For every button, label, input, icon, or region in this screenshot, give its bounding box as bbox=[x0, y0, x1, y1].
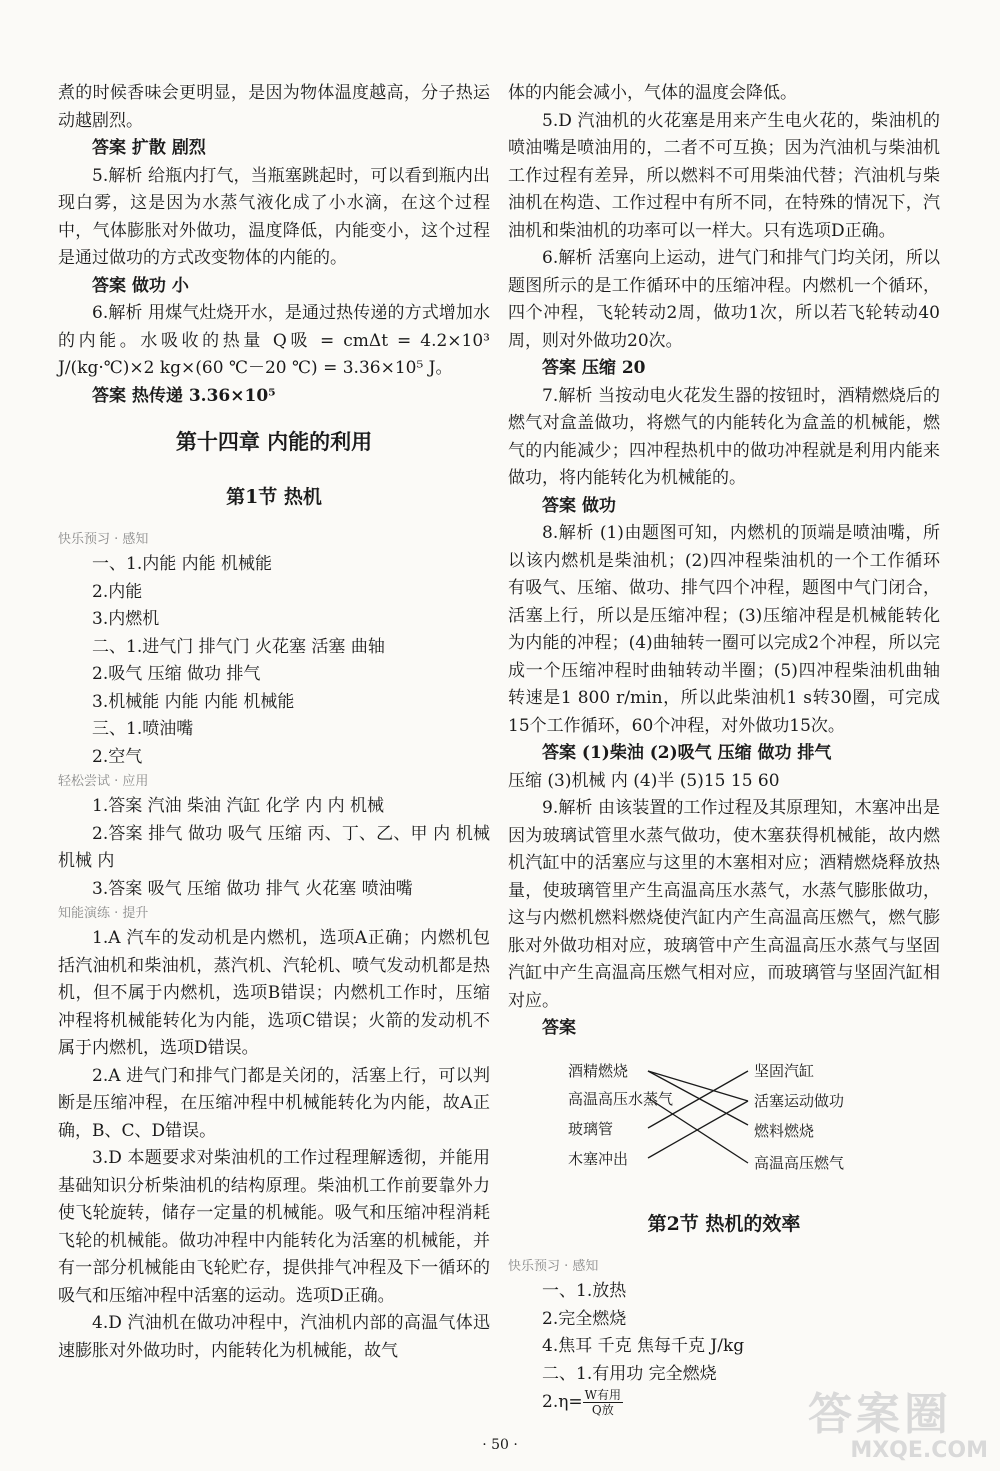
answer-item: 2.空气 bbox=[92, 746, 143, 767]
diagram-right-item: 活塞运动做功 bbox=[754, 1091, 845, 1110]
left-column bbox=[58, 80, 490, 1365]
answer-item: 一、1.放热 bbox=[542, 1281, 627, 1301]
answer-line: 答案 扩散 剧烈 bbox=[92, 138, 206, 158]
answer-item: 二、1.进气门 排气门 火花塞 活塞 曲轴 bbox=[92, 636, 385, 657]
watermark-logo bbox=[808, 1391, 988, 1463]
answer-item: 2.答案 排气 做功 吸气 压缩 丙、丁、乙、甲 内 机械 机械 内 bbox=[58, 823, 490, 871]
page-number: · 50 · bbox=[482, 1437, 518, 1453]
section-label: 快乐预习 · 感知 bbox=[58, 532, 149, 547]
formula-numerator: W有用 bbox=[584, 1388, 621, 1402]
solution-item: 1.A 汽车的发动机是内燃机，选项A正确；内燃机包括汽油机和柴油机，蒸汽机、汽轮机、喷气发动机都是热机，但不属于内燃机，选项B错误；内燃机工作时，压缩冲程将机械能转化为内能，选项C错误；火箭的发动机不属于内燃机，选项D错误。 bbox=[58, 928, 490, 1058]
diagram-right-item: 高温高压燃气 bbox=[754, 1153, 845, 1172]
solution-item: 2.A 进气门和排气门都是关闭的，活塞上行，可以判断是压缩冲程，在压缩冲程中机械能转化为内能，故A正确，B、C、D错误。 bbox=[58, 1065, 490, 1141]
answer-item: 2.吸气 压缩 做功 排气 bbox=[92, 664, 261, 684]
answer-item: 二、1.有用功 完全燃烧 bbox=[542, 1363, 717, 1384]
answer-item: 一、1.内能 内能 机械能 bbox=[92, 554, 273, 574]
right-column bbox=[508, 80, 940, 1417]
answer-line: 压缩 (3)机械 内 (4)半 (5)15 15 60 bbox=[508, 770, 780, 791]
text-paragraph: 体的内能会减小，气体的温度会降低。 bbox=[508, 83, 797, 103]
answer-item: 1.答案 汽油 柴油 汽缸 化学 内 内 机械 bbox=[92, 796, 385, 816]
section-label: 知能演练 · 提升 bbox=[58, 906, 149, 921]
answer-item: 3.机械能 内能 内能 机械能 bbox=[92, 691, 295, 712]
section-title: 第2节 热机的效率 bbox=[647, 1212, 801, 1235]
solution-6: 6.解析 用煤气灶烧开水，是通过热传递的方式增加水的内能。水吸收的热量 Q吸 = cmΔt = 4.2×10³ J/(kg·℃)×2 kg×(60 ℃－20 ℃) = 3.36×10⁵ J。 bbox=[58, 303, 490, 378]
diagram-left-item: 酒精燃烧 bbox=[568, 1061, 629, 1080]
answer-item: 2.内能 bbox=[92, 581, 143, 602]
solution-item: 6.解析 活塞向上运动，进气门和排气门均关闭，所以题图所示的是工作循环中的压缩冲程。内燃机一个循环，四个冲程，飞轮转动2周，做功1次，所以若飞轮转动40周，则对外做功20次。 bbox=[508, 248, 940, 351]
watermark-text: 答案圈 bbox=[808, 1389, 952, 1440]
formula-denominator: Q放 bbox=[591, 1403, 614, 1417]
diagram-left-item: 高温高压水蒸气 bbox=[568, 1089, 674, 1108]
answer-item: 4.焦耳 千克 焦每千克 J/kg bbox=[542, 1336, 745, 1356]
solution-item: 9.解析 由该装置的工作过程及其原理知，木塞冲出是因为玻璃试管里水蒸气做功，使木塞获得机械能，故内燃机汽缸中的活塞应与这里的木塞相对应；酒精燃烧释放热量，使玻璃管里产生高温高压水蒸气，水蒸气膨胀做功，这与内燃机燃料燃烧使汽缸内产生高温高压燃气，燃气膨胀对外做功相对应，玻璃管中产生高温高压水蒸气与坚固汽缸中产生高温高压燃气相对应，而玻璃管与坚固汽缸相对应。 bbox=[508, 798, 940, 1011]
diagram-right-item: 坚固汽缸 bbox=[754, 1061, 815, 1080]
diagram-left-item: 玻璃管 bbox=[568, 1119, 614, 1138]
answer-item: 三、1.喷油嘴 bbox=[92, 719, 194, 739]
answer-line: 答案 热传递 3.36×10⁵ bbox=[92, 385, 276, 406]
watermark-url: MXQE.COM bbox=[850, 1438, 988, 1463]
answer-line: 答案 bbox=[542, 1018, 576, 1038]
solution-item: 5.D 汽油机的火花塞是用来产生电火花的，柴油机的喷油嘴是喷油用的，二者不可互换；因为汽油机与柴油机工作过程有差异，所以燃料不可用柴油代替；汽油机与柴油机在构造、工作过程中有所不同，在特殊的情况下，汽油机和柴油机的功率可以一样大。只有选项D正确。 bbox=[508, 110, 940, 241]
answer-line: 答案 做功 bbox=[542, 495, 616, 516]
matching-diagram bbox=[508, 1053, 940, 1183]
solution-item: 4.D 汽油机在做功冲程中，汽油机内部的高温气体迅速膨胀对外做功时，内能转化为机械能，故气 bbox=[58, 1313, 490, 1361]
chapter-title: 第十四章 内能的利用 bbox=[175, 429, 373, 454]
solution-5: 5.解析 给瓶内打气，当瓶塞跳起时，可以看到瓶内出现白雾，这是因为水蒸气液化成了小水滴，在这个过程中，气体膨胀对外做功，温度降低，内能变小，这个过程是通过做功的方式改变物体的内能的。 bbox=[58, 165, 490, 268]
section-label: 快乐预习 · 感知 bbox=[508, 1259, 599, 1274]
solution-item: 8.解析 (1)由题图可知，内燃机的顶端是喷油嘴，所以该内燃机是柴油机；(2)四冲程柴油机的一个工作循环有吸气、压缩、做功、排气四个冲程，题图中气门闭合，活塞上行，所以是压缩冲程；(3)压缩冲程是机械能转化为内能的冲程；(4)曲轴转一圈可以完成2个冲程，所以完成一个压缩冲程时曲轴转动半圈；(5)四冲程柴油机曲轴转速是1 800 r/min，所以此柴油机1 s转30圈，可完成15个工作循环，60个冲程，对外做功15次。 bbox=[508, 523, 940, 736]
diagram-right-item: 燃料燃烧 bbox=[754, 1121, 815, 1140]
answer-item: 3.答案 吸气 压缩 做功 排气 火花塞 喷油嘴 bbox=[92, 878, 413, 899]
formula-prefix: 2.η= bbox=[542, 1392, 583, 1412]
match-line bbox=[648, 1101, 748, 1158]
answer-item: 2.完全燃烧 bbox=[542, 1308, 627, 1329]
solution-item: 3.D 本题要求对柴油机的工作过程理解透彻，并能用基础知识分析柴油机的结构原理。柴油机工作前要靠外力使飞轮旋转，储存一定量的机械能。吸气和压缩冲程消耗飞轮的机械能。做功冲程中内能转化为活塞的机械能，并有一部分机械能由飞轮贮存，提供排气冲程及下一循环的吸气和压缩冲程中活塞的运动。选项D正确。 bbox=[58, 1148, 490, 1306]
text-paragraph: 煮的时候香味会更明显，是因为物体温度越高，分子热运动越剧烈。 bbox=[58, 83, 490, 131]
answer-line: 答案 (1)柴油 (2)吸气 压缩 做功 排气 bbox=[542, 743, 832, 763]
answer-line: 答案 做功 小 bbox=[92, 275, 189, 296]
answer-line: 答案 压缩 20 bbox=[542, 358, 646, 378]
section-label: 轻松尝试 · 应用 bbox=[58, 774, 149, 789]
formula-fraction bbox=[583, 1388, 623, 1417]
answer-item: 3.内燃机 bbox=[92, 609, 160, 629]
solution-item: 7.解析 当按动电火花发生器的按钮时，酒精燃烧后的燃气对盒盖做功，将燃气的内能转化为盒盖的机械能，燃气的内能减少；四冲程热机中的做功冲程就是利用内能来做功，将内能转化为机械能的。 bbox=[508, 385, 940, 488]
diagram-left-item: 木塞冲出 bbox=[568, 1149, 629, 1168]
section-title: 第1节 热机 bbox=[226, 485, 322, 508]
